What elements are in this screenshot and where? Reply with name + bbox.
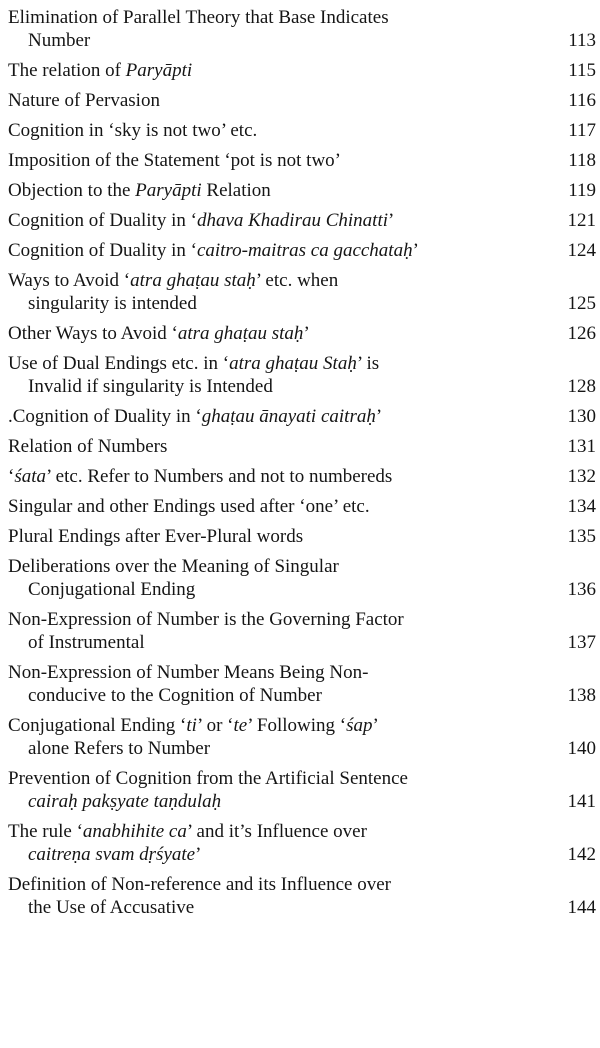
toc-entry bbox=[8, 820, 596, 866]
toc-entry-page-number: 141 bbox=[567, 791, 596, 812]
toc-entry-title: Other Ways to Avoid ‘atra ghaṭau staḥ’ bbox=[8, 323, 310, 344]
toc-entry bbox=[8, 209, 596, 232]
toc-entry-page-number: 121 bbox=[567, 210, 596, 231]
toc-entry-title: Definition of Non-reference and its Influence over bbox=[8, 874, 391, 895]
toc-entry bbox=[8, 495, 596, 518]
toc-entry-title: The rule ‘anabhihite ca’ and it’s Influence over bbox=[8, 821, 367, 842]
toc-entry-title: ‘śata’ etc. Refer to Numbers and not to numbereds bbox=[8, 466, 393, 487]
toc-entry bbox=[8, 767, 596, 813]
toc-entry-page-number: 138 bbox=[567, 685, 596, 706]
toc-entry-page-number: 135 bbox=[567, 526, 596, 547]
table-of-contents bbox=[8, 6, 596, 926]
toc-entry-title: The relation of Paryāpti bbox=[8, 60, 193, 81]
toc-entry-title: Deliberations over the Meaning of Singular bbox=[8, 556, 339, 577]
toc-entry-page-number: 130 bbox=[567, 406, 596, 427]
toc-entry-page-number: 131 bbox=[567, 436, 596, 457]
toc-entry bbox=[8, 525, 596, 548]
toc-entry-page-number: 128 bbox=[567, 376, 596, 397]
toc-entry-title-continued: cairaḥ pakṣyate taṇdulaḥ bbox=[28, 791, 222, 812]
toc-entry bbox=[8, 352, 596, 398]
toc-entry-title-continued: of Instrumental bbox=[28, 632, 145, 653]
toc-entry-page-number: 124 bbox=[567, 240, 596, 261]
toc-entry bbox=[8, 179, 596, 202]
toc-entry bbox=[8, 435, 596, 458]
toc-entry bbox=[8, 661, 596, 707]
toc-entry-title-continued: caitreṇa svam dṛśyate’ bbox=[28, 844, 202, 865]
toc-entry bbox=[8, 608, 596, 654]
toc-entry-title-continued: Conjugational Ending bbox=[28, 579, 196, 600]
toc-entry-page-number: 126 bbox=[567, 323, 596, 344]
toc-entry-title: Non-Expression of Number Means Being Non- bbox=[8, 662, 369, 683]
toc-entry-page-number: 125 bbox=[567, 293, 596, 314]
toc-entry bbox=[8, 465, 596, 488]
toc-entry bbox=[8, 239, 596, 262]
toc-entry-page-number: 115 bbox=[568, 60, 596, 81]
toc-entry-title: Cognition of Duality in ‘dhava Khadirau Chinatti’ bbox=[8, 210, 395, 231]
toc-entry-title: Singular and other Endings used after ‘one’ etc. bbox=[8, 496, 370, 517]
toc-entry-page-number: 140 bbox=[567, 738, 596, 759]
toc-entry-page-number: 118 bbox=[568, 150, 596, 171]
toc-entry bbox=[8, 149, 596, 172]
toc-entry-title-continued: conducive to the Cognition of Number bbox=[28, 685, 322, 706]
toc-entry bbox=[8, 89, 596, 112]
toc-entry-title: .Cognition of Duality in ‘ghaṭau ānayati caitraḥ’ bbox=[8, 406, 383, 427]
toc-entry bbox=[8, 405, 596, 428]
toc-entry-page-number: 136 bbox=[567, 579, 596, 600]
toc-entry bbox=[8, 714, 596, 760]
toc-entry-title: Nature of Pervasion bbox=[8, 90, 160, 111]
toc-entry bbox=[8, 555, 596, 601]
toc-entry-page-number: 137 bbox=[567, 632, 596, 653]
toc-entry-title: Non-Expression of Number is the Governing Factor bbox=[8, 609, 404, 630]
toc-entry-title: Cognition of Duality in ‘caitro-maitras ca gacchataḥ’ bbox=[8, 240, 419, 261]
toc-entry-title: Plural Endings after Ever-Plural words bbox=[8, 526, 304, 547]
toc-entry-title-continued: the Use of Accusative bbox=[28, 897, 195, 918]
toc-entry-title: Prevention of Cognition from the Artificial Sentence bbox=[8, 768, 408, 789]
toc-entry-title: Use of Dual Endings etc. in ‘atra ghaṭau Staḥ’ is bbox=[8, 353, 380, 374]
toc-entry bbox=[8, 322, 596, 345]
toc-entry-title: Elimination of Parallel Theory that Base Indicates bbox=[8, 7, 389, 28]
toc-entry-title: Imposition of the Statement ‘pot is not two’ bbox=[8, 150, 341, 171]
toc-entry bbox=[8, 119, 596, 142]
toc-entry-page-number: 119 bbox=[568, 180, 596, 201]
toc-entry-title: Ways to Avoid ‘atra ghaṭau staḥ’ etc. when bbox=[8, 270, 339, 291]
toc-entry-page-number: 113 bbox=[568, 30, 596, 51]
toc-entry-title-continued: singularity is intended bbox=[28, 293, 197, 314]
toc-entry bbox=[8, 269, 596, 315]
toc-entry-title: Conjugational Ending ‘ti’ or ‘te’ Following ‘śap’ bbox=[8, 715, 379, 736]
toc-entry-page-number: 116 bbox=[568, 90, 596, 111]
toc-entry-title-continued: Number bbox=[28, 30, 91, 51]
toc-entry-page-number: 144 bbox=[567, 897, 596, 918]
toc-entry-title: Objection to the Paryāpti Relation bbox=[8, 180, 271, 201]
toc-entry-page-number: 142 bbox=[567, 844, 596, 865]
toc-entry-page-number: 132 bbox=[567, 466, 596, 487]
toc-entry-title: Cognition in ‘sky is not two’ etc. bbox=[8, 120, 258, 141]
toc-entry-title-continued: alone Refers to Number bbox=[28, 738, 211, 759]
toc-entry-title: Relation of Numbers bbox=[8, 436, 168, 457]
toc-entry bbox=[8, 873, 596, 919]
toc-entry bbox=[8, 6, 596, 52]
toc-entry bbox=[8, 59, 596, 82]
toc-entry-title-continued: Invalid if singularity is Intended bbox=[28, 376, 273, 397]
toc-entry-page-number: 134 bbox=[567, 496, 596, 517]
toc-entry-page-number: 117 bbox=[568, 120, 596, 141]
